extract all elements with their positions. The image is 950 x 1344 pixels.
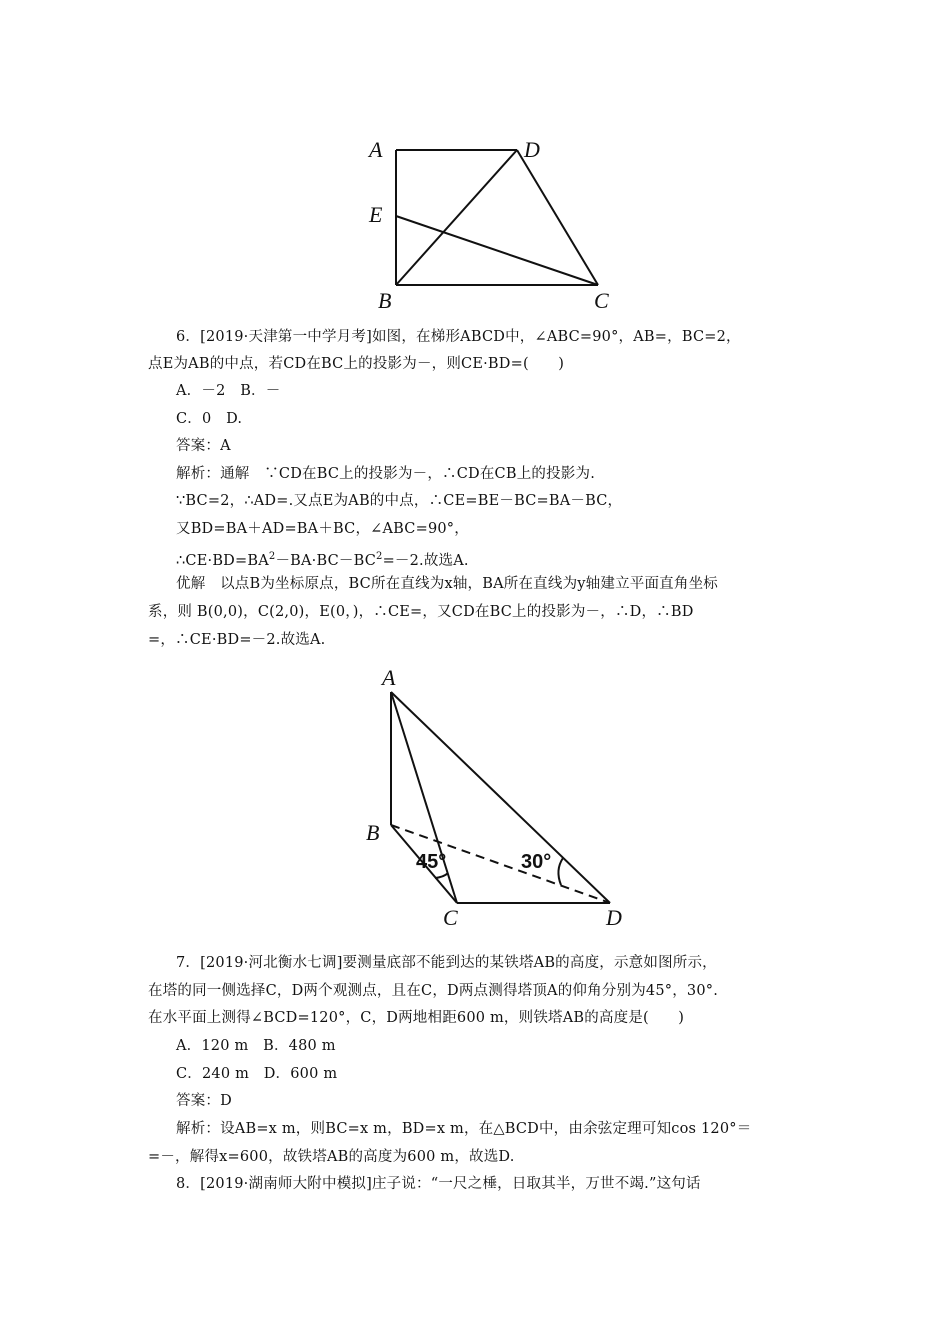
q6-solution-4: [176, 547, 469, 571]
angle-arc-c: [435, 873, 448, 878]
q6-alt-1: 优解 以点B为坐标原点，BC所在直线为x轴，BA所在直线为y轴建立平面直角坐标: [176, 576, 718, 592]
q6-sol4-part-b: －BA·BC－BC: [275, 553, 377, 569]
segment-bd: [396, 150, 517, 285]
q6-solution-3: 又BD=BA＋AD=BA＋BC，∠ABC=90°，: [176, 521, 469, 537]
q7-solution-2: =－，解得x=600，故铁塔AB的高度为600 m，故选D.: [148, 1149, 515, 1165]
q6-solution-1: 解析：通解 ∵CD在BC上的投影为－，∴CD在CB上的投影为.: [176, 466, 596, 482]
segment-dc: [517, 150, 598, 285]
q6-line1: 6．[2019·天津第一中学月考]如图，在梯形ABCD中，∠ABC=90°，AB=，BC=2，: [176, 329, 741, 345]
q6-alt-3: =，∴CE·BD=－2.故选A.: [148, 632, 326, 648]
label-a: A: [369, 137, 383, 162]
angle-label-45: 45°: [416, 851, 447, 873]
label-e: E: [369, 202, 383, 227]
q7-solution-1: 解析：设AB=x m，则BC=x m，BD=x m，在△BCD中，由余弦定理可知cos 120°＝: [176, 1121, 752, 1137]
angle-arc-d: [558, 858, 563, 885]
q6-alt-2: 系，则 B(0,0)，C(2,0)，E(0，)，∴CE=，又CD在BC上的投影为－，∴D，∴BD: [148, 604, 694, 620]
q7-options2: C．240 m D．600 m: [176, 1066, 338, 1082]
q6-options1: A．－2 B．－: [176, 383, 281, 399]
q6-answer: 答案：A: [176, 438, 231, 454]
q7-line3: 在水平面上测得∠BCD=120°，C，D两地相距600 m，则铁塔AB的高度是( ): [148, 1010, 685, 1026]
q6-solution-2: ∵BC=2，∴AD=.又点E为AB的中点，∴CE=BE－BC=BA－BC，: [176, 493, 623, 509]
label-c: C: [443, 905, 458, 930]
q6-options2: C．0 D.: [176, 411, 243, 427]
trapezoid-figure: [360, 130, 620, 315]
label-b: B: [378, 288, 392, 313]
angle-label-30: 30°: [521, 851, 552, 873]
q6-sol4-part-c: =－2.故选A.: [382, 553, 469, 569]
label-c: C: [594, 288, 609, 313]
q7-line1: 7．[2019·河北衡水七调]要测量底部不能到达的某铁塔AB的高度，示意如图所示，: [176, 955, 717, 971]
q7-options1: A．120 m B．480 m: [176, 1038, 336, 1054]
q6-line2: 点E为AB的中点，若CD在BC上的投影为－，则CE·BD=( ): [148, 356, 565, 372]
q7-line2: 在塔的同一侧选择C，D两个观测点，且在C，D两点测得塔顶A的仰角分别为45°，30°.: [148, 983, 719, 999]
label-b: B: [366, 820, 380, 845]
label-d: D: [524, 137, 540, 162]
tower-figure: [360, 665, 635, 930]
q6-sol4-part-a: ∴CE·BD=BA: [176, 553, 269, 569]
q8-line1: 8．[2019·湖南师大附中模拟]庄子说：“一尺之棰，日取其半，万世不竭.”这句话: [176, 1176, 701, 1192]
q7-answer: 答案：D: [176, 1093, 232, 1109]
label-a: A: [382, 665, 396, 690]
q6-sol4-sup-1: 2: [268, 551, 276, 562]
q6-sol4-sup-2: 2: [376, 551, 383, 562]
label-d: D: [606, 905, 622, 930]
